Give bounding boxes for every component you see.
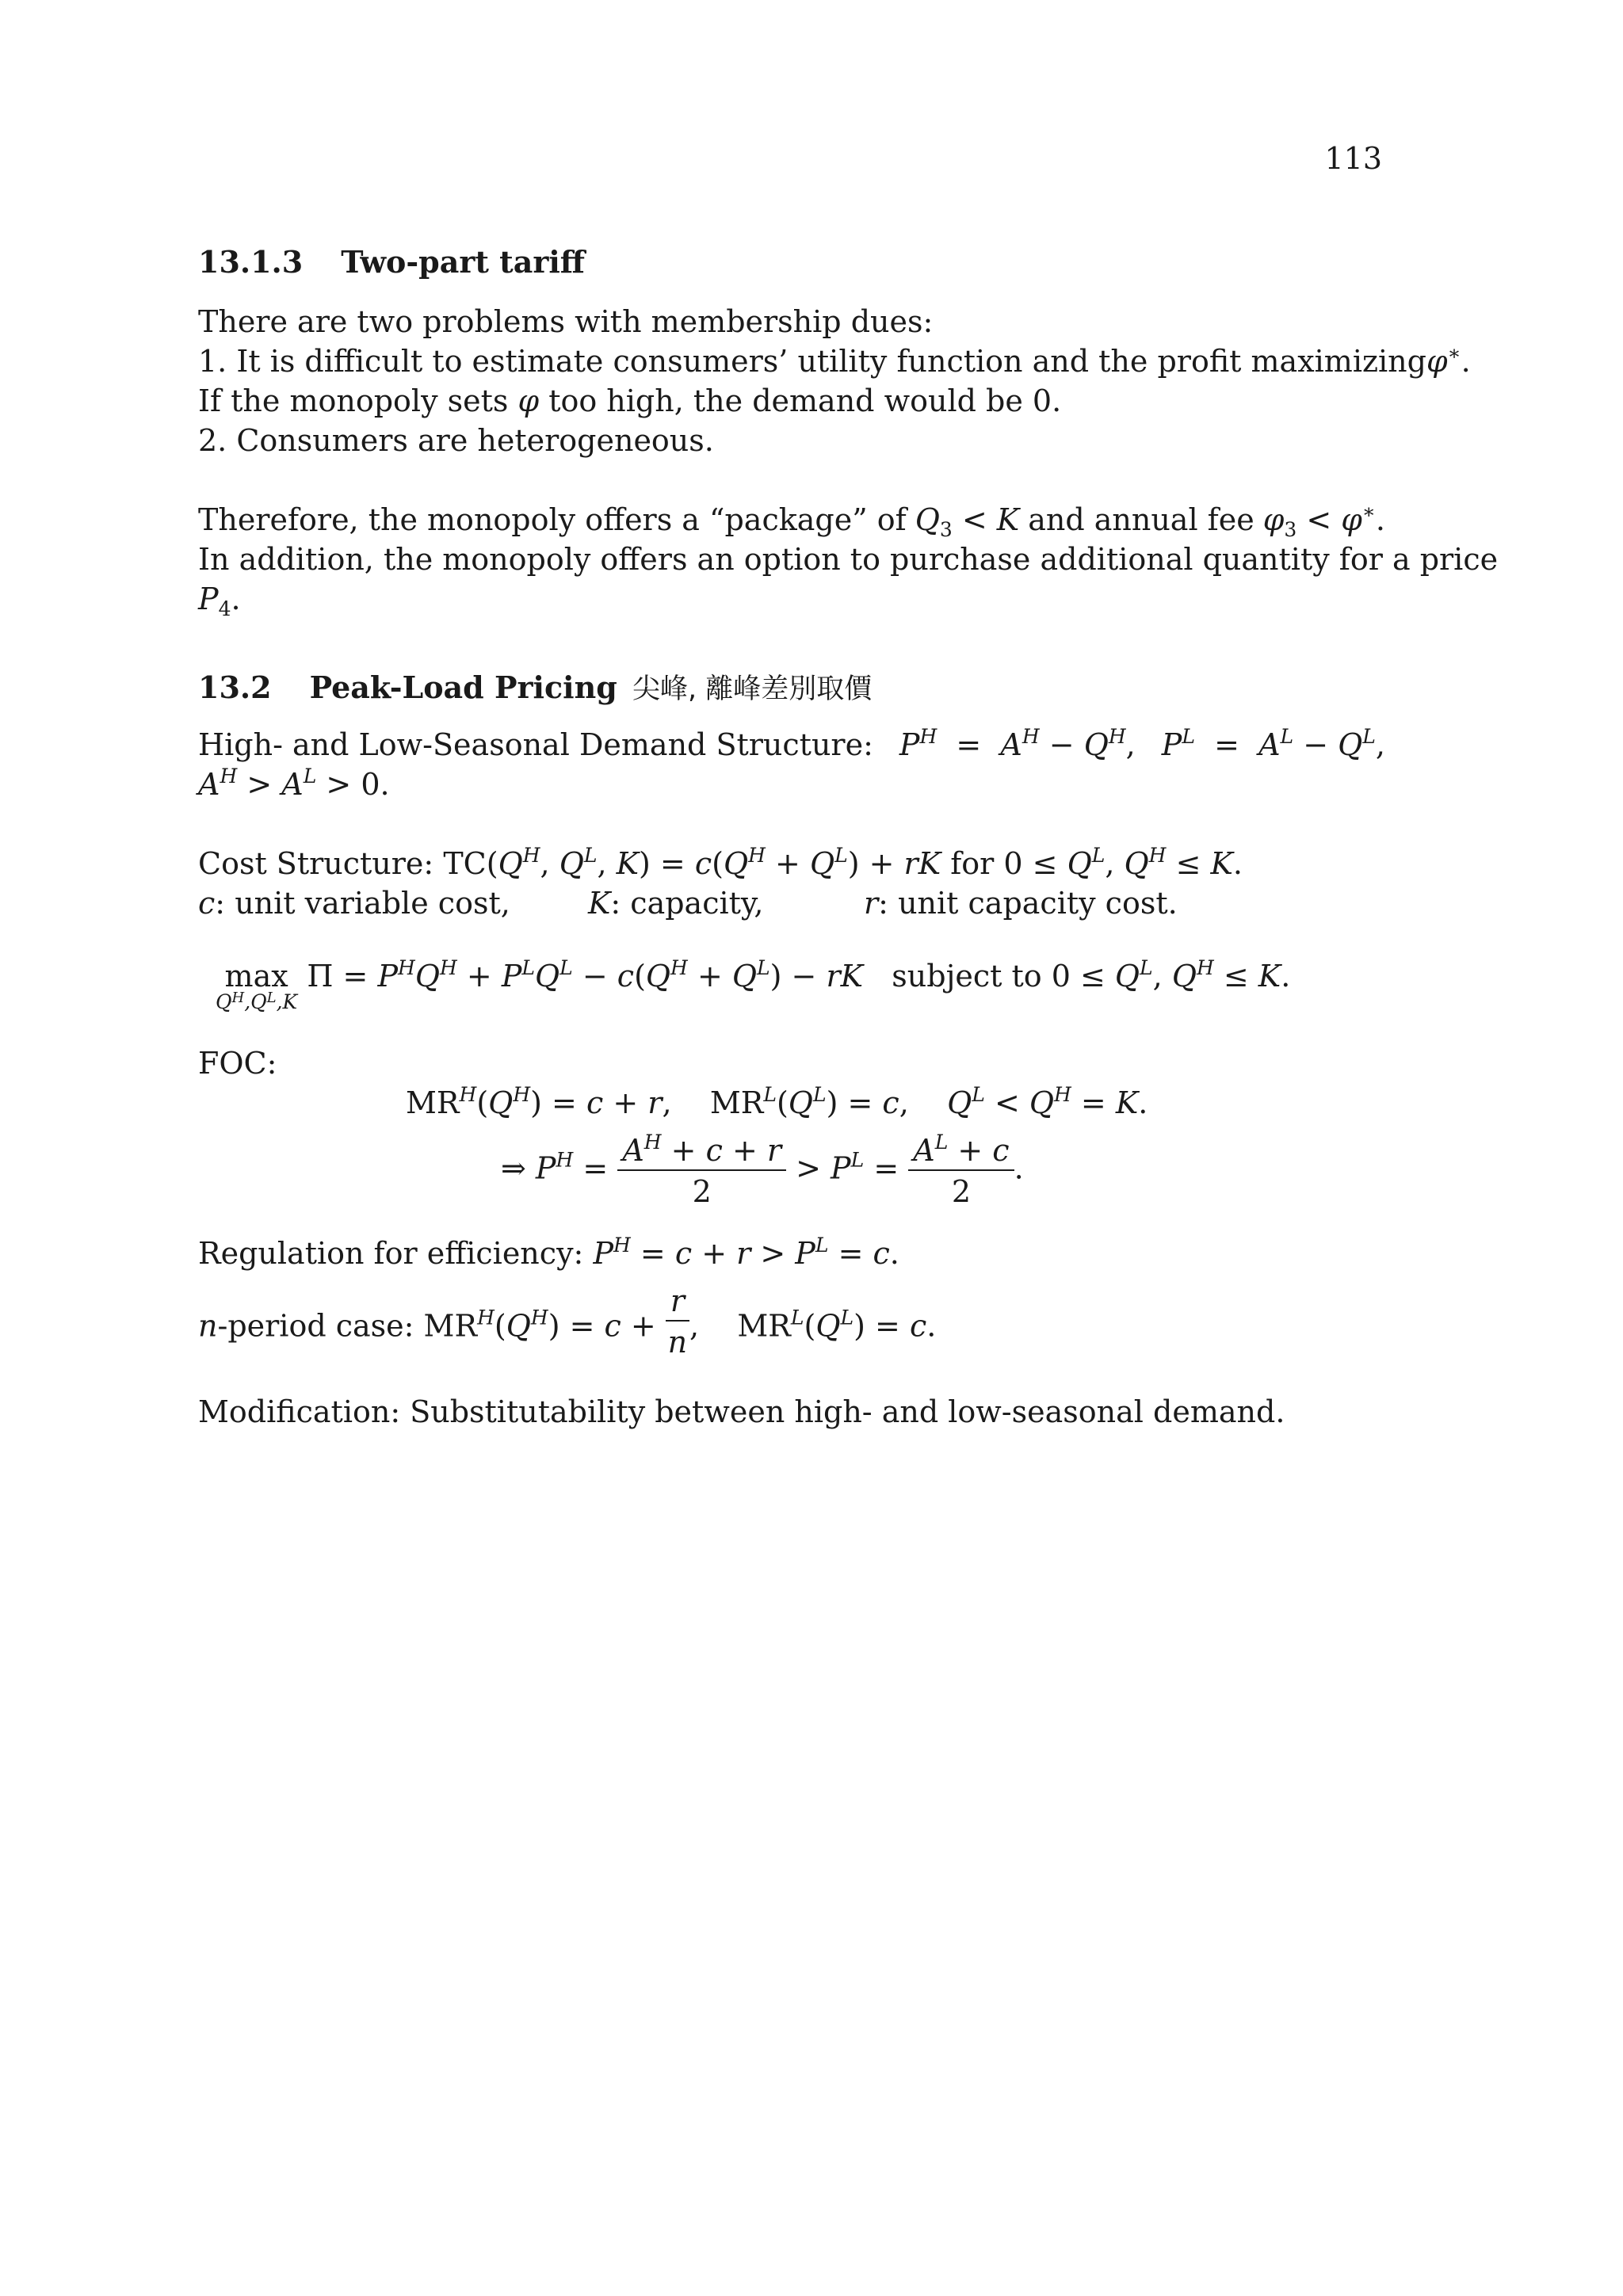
para-2-text-a: Therefore, the monopoly offers a “package” of: [198, 502, 907, 537]
n-period-label: -period case:: [217, 1308, 414, 1344]
fraction-low: $\frac{A^L + c}{2}$: [908, 1133, 1014, 1209]
item-1-line-2-post: too high, the demand would be 0.: [548, 383, 1062, 418]
cost-for: for: [950, 846, 995, 881]
var-cost-def: c: unit variable cost,: [198, 886, 510, 921]
n-period-line: n-period case: $MR^H(Q^H) = c$ + $\frac{r}{n}$ , $MR^L(Q^L) = c$.: [198, 1283, 937, 1360]
max-operator: max $Q^H,Q^L,K$: [216, 959, 298, 1013]
price-solution-equation: ⇒ $P^H$ = $\frac{A^H + c + r}{2}$ > $P^L$ = $\frac{A^L + c}{2}$ .: [501, 1131, 1024, 1209]
phi-star-inline: φ∗.: [1426, 341, 1471, 379]
capacity-def: K: capacity,: [588, 886, 764, 921]
section-heading-peak-load: [198, 667, 872, 707]
foc-label: FOC:: [198, 1046, 277, 1081]
cost-label: Cost Structure:: [198, 846, 434, 881]
section-number: 13.1.3: [198, 244, 304, 280]
section-number: 13.2: [198, 669, 272, 705]
demand-label: High- and Low-Seasonal Demand Structure:: [198, 727, 873, 762]
section-title: Peak-Load Pricing: [309, 669, 617, 705]
objective-equation: max $Q^H,Q^L,K$ $\Pi = P^HQ^H + P^LQ^L - c(Q^H + Q^L)$ − rK subject to $0 \le Q^L$, $Q^H \le K$.: [216, 956, 1291, 1013]
item-1-line-2-pre: If the monopoly sets: [198, 383, 509, 418]
demand-high-eq: $P^H = A^H - Q^H$,: [899, 725, 1136, 762]
item-1-line-2: If the monopoly sets φ too high, the demand would be 0.: [198, 383, 1062, 418]
intro-line: There are two problems with membership dues:: [198, 304, 934, 339]
section-title-cjk: 尖峰, 離峰差別取價: [632, 673, 873, 705]
cap-cost-def: r: unit capacity cost.: [864, 886, 1178, 921]
var-cost-label: unit variable cost,: [235, 886, 510, 921]
q3-less-k: $Q_3 < K$: [915, 502, 1020, 541]
demand-structure-line-2: $A^H > A^L > 0$.: [198, 765, 390, 802]
modification-line: Modification: Substitutability between high- and low-seasonal demand.: [198, 1394, 1285, 1429]
section-title: Two-part tariff: [341, 244, 585, 280]
regulation-label: Regulation for efficiency:: [198, 1236, 584, 1271]
fraction-r-over-n: $\frac{r}{n}$: [666, 1283, 689, 1360]
para-2-line-1: [198, 500, 1385, 541]
para-2-line-2: In addition, the monopoly offers an option to purchase additional quantity for a price: [198, 542, 1499, 577]
cap-cost-label: unit capacity cost.: [898, 886, 1178, 921]
foc-equation: $MR^H(Q^H) = c + r$, $MR^L(Q^L) = c$, $Q^L < Q^H = K$.: [406, 1083, 1148, 1120]
section-heading-two-part-tariff: [198, 244, 585, 280]
page-number: 113: [1324, 141, 1382, 176]
cost-structure-line: Cost Structure: $TC(Q^H$, $Q^L$, $K) = c(Q^H + Q^L)$ + rK for $0 \le Q^L$, $Q^H \le K$.: [198, 844, 1243, 881]
item-1-text: 1. It is difficult to estimate consumers’ utility function and the profit maximizing: [198, 344, 1426, 379]
demand-structure-line-1: [198, 727, 1385, 762]
capacity-label: capacity,: [630, 886, 764, 921]
phi3-less-phistar: $\varphi_3 < \varphi^∗$.: [1262, 500, 1385, 541]
para-2-text-b: and annual fee: [1028, 502, 1254, 537]
item-2-line: 2. Consumers are heterogeneous.: [198, 423, 714, 458]
para-2-line-3: $P_4$.: [198, 582, 241, 620]
fraction-high: $\frac{A^H + c + r}{2}$: [617, 1133, 786, 1209]
subject-to: subject to: [892, 959, 1042, 994]
regulation-line: Regulation for efficiency: $P^H = c + r > P^L = c$.: [198, 1234, 899, 1271]
item-1-line-1: [198, 341, 1471, 379]
demand-low-eq: $P^L = A^L - Q^L$,: [1161, 725, 1385, 762]
